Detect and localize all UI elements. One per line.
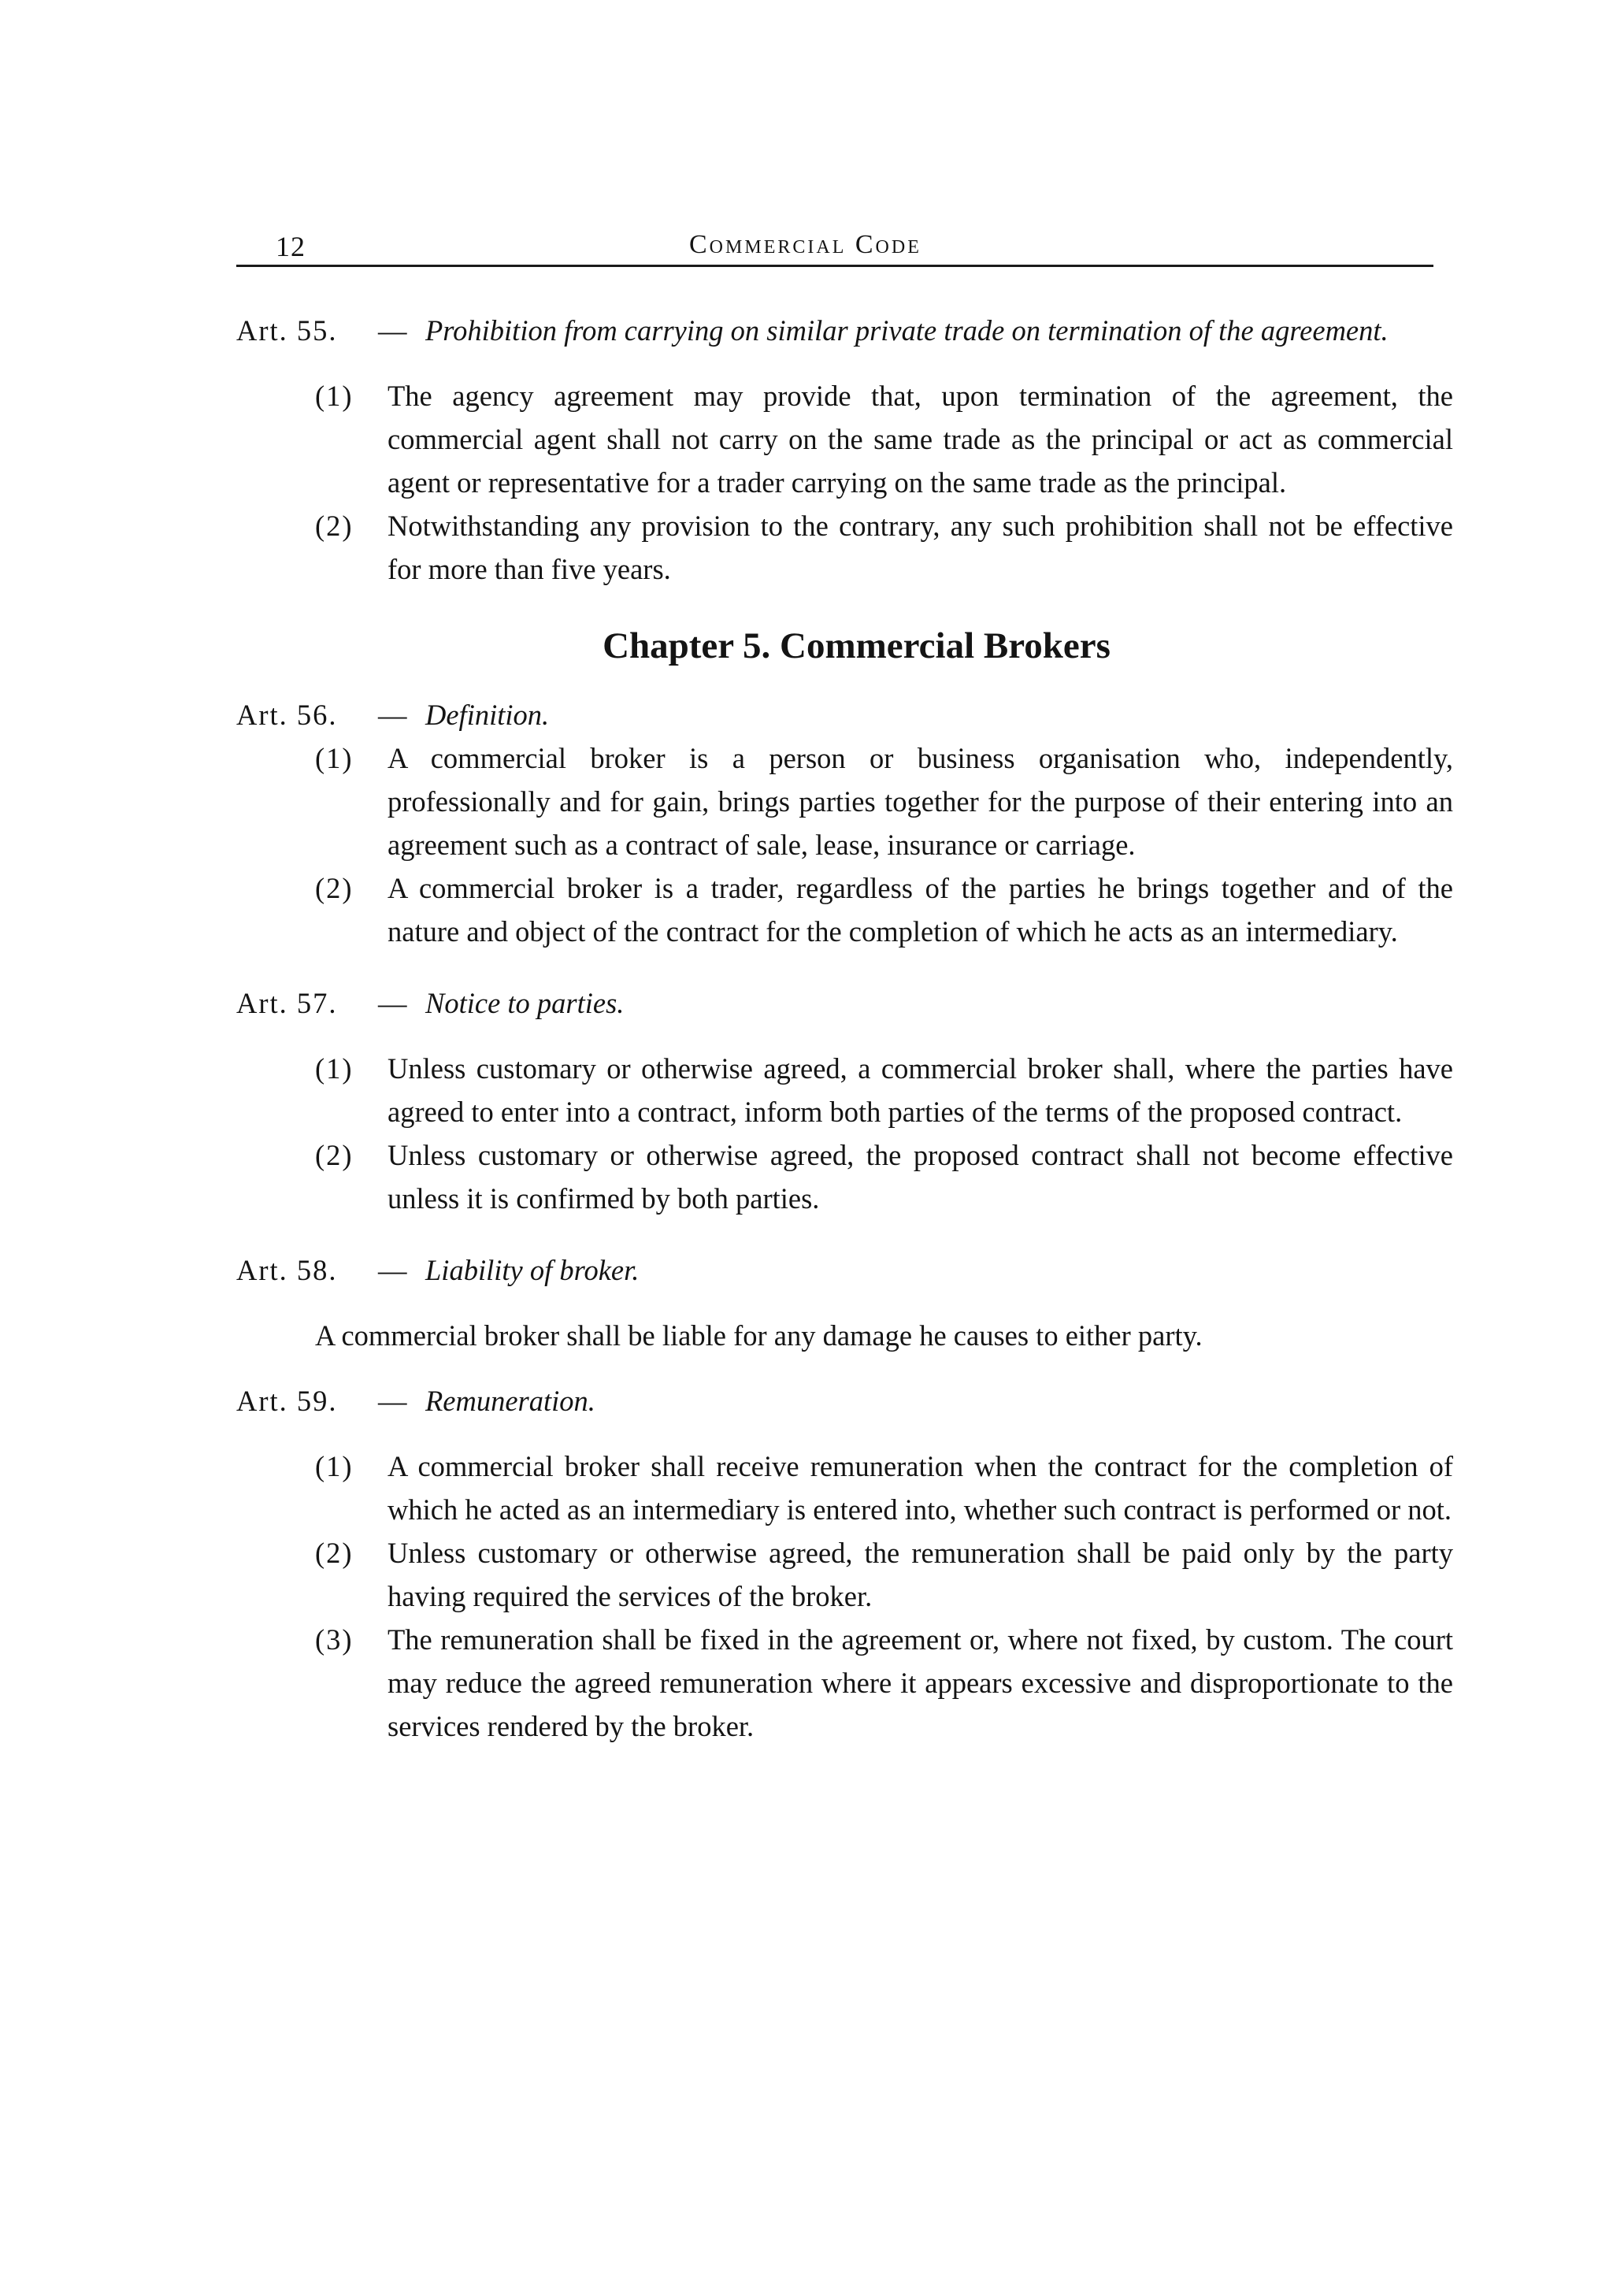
clause <box>315 736 1453 866</box>
clause <box>315 1445 1453 1531</box>
clause <box>315 1133 1453 1220</box>
article-title: Prohibition from carrying on similar private trade on termination of the agreement. <box>425 314 1389 347</box>
article-title: Remuneration. <box>425 1385 595 1417</box>
running-header <box>236 230 1433 268</box>
clause <box>315 504 1453 591</box>
clause-number: (1) <box>315 380 354 412</box>
article-title: Notice to parties. <box>425 987 625 1019</box>
article-number: Art. 56. <box>236 699 338 731</box>
clause-text: Unless customary or otherwise agreed, a commercial broker shall, where the parties have agreed to enter into a contract, inform both parties of the terms of the proposed contract. <box>387 1052 1453 1128</box>
clause <box>315 1531 1453 1618</box>
chapter-heading: Chapter 5. Commercial Brokers <box>603 625 1111 666</box>
article-55 <box>236 309 1453 591</box>
article-56 <box>236 693 1453 953</box>
article-title: Definition. <box>425 699 550 731</box>
article-heading <box>236 1379 1453 1422</box>
clause-number: (3) <box>315 1623 354 1656</box>
clause-text: A commercial broker shall receive remuneration when the contract for the completion of which he acted as an intermediary is entered into, whether such contract is performed or not. <box>387 1450 1453 1526</box>
clause-text: A commercial broker is a person or business organisation who, independently, professionally and for gain, brings parties together for the purpose of their entering into an agreement such as a contract of sale, lease, insurance or carriage. <box>387 742 1453 861</box>
clause-number: (2) <box>315 1139 354 1171</box>
article-paragraph: A commercial broker shall be liable for any damage he causes to either party. <box>315 1319 1203 1352</box>
article-number: Art. 58. <box>236 1254 338 1286</box>
article-dash: — <box>378 987 407 1019</box>
clause-text: Unless customary or otherwise agreed, the proposed contract shall not become effective unless it is confirmed by both parties. <box>387 1139 1453 1215</box>
clause-text: The agency agreement may provide that, upon termination of the agreement, the commercial agent shall not carry on the same trade as the principal or act as commercial agent or representative for a trader carrying on the same trade as the principal. <box>387 380 1453 499</box>
clause-text: The remuneration shall be fixed in the agreement or, where not fixed, by custom. The court may reduce the agreed remuneration where it appears excessive and disproportionate to the services rendered by the broker. <box>387 1623 1453 1742</box>
article-dash: — <box>378 1254 407 1286</box>
clause-text: Unless customary or otherwise agreed, the remuneration shall be paid only by the party having required the services of the broker. <box>387 1537 1453 1612</box>
clause-number: (1) <box>315 1450 354 1482</box>
article-number: Art. 55. <box>236 314 338 347</box>
clause-number: (1) <box>315 1052 354 1085</box>
clause <box>315 374 1453 504</box>
article-number: Art. 59. <box>236 1385 338 1417</box>
body-text <box>236 309 1453 1748</box>
article-heading <box>236 693 1453 736</box>
article-heading <box>236 309 1453 352</box>
clause-text: Notwithstanding any provision to the contrary, any such prohibition shall not be effective for more than five years. <box>387 510 1453 585</box>
article-heading <box>236 981 1453 1025</box>
clause-number: (1) <box>315 742 354 774</box>
article-57 <box>236 981 1453 1220</box>
clause-text: A commercial broker is a trader, regardless of the parties he brings together and of the nature and object of the contract for the completion of which he acts as an intermediary. <box>387 872 1453 948</box>
article-dash: — <box>378 314 407 347</box>
clause-number: (2) <box>315 510 354 542</box>
clause <box>315 1047 1453 1133</box>
clause <box>315 1618 1453 1748</box>
article-dash: — <box>378 1385 407 1417</box>
clause <box>315 866 1453 953</box>
article-dash: — <box>378 699 407 731</box>
header-rule <box>236 265 1433 267</box>
clause-number: (2) <box>315 872 354 904</box>
article-title: Liability of broker. <box>425 1254 640 1286</box>
article-heading <box>236 1248 1453 1292</box>
article-number: Art. 57. <box>236 987 338 1019</box>
page-number: 12 <box>276 231 306 262</box>
article-58 <box>236 1248 1453 1357</box>
article-59 <box>236 1379 1453 1748</box>
clause-number: (2) <box>315 1537 354 1569</box>
running-title: Commercial Code <box>689 230 921 259</box>
